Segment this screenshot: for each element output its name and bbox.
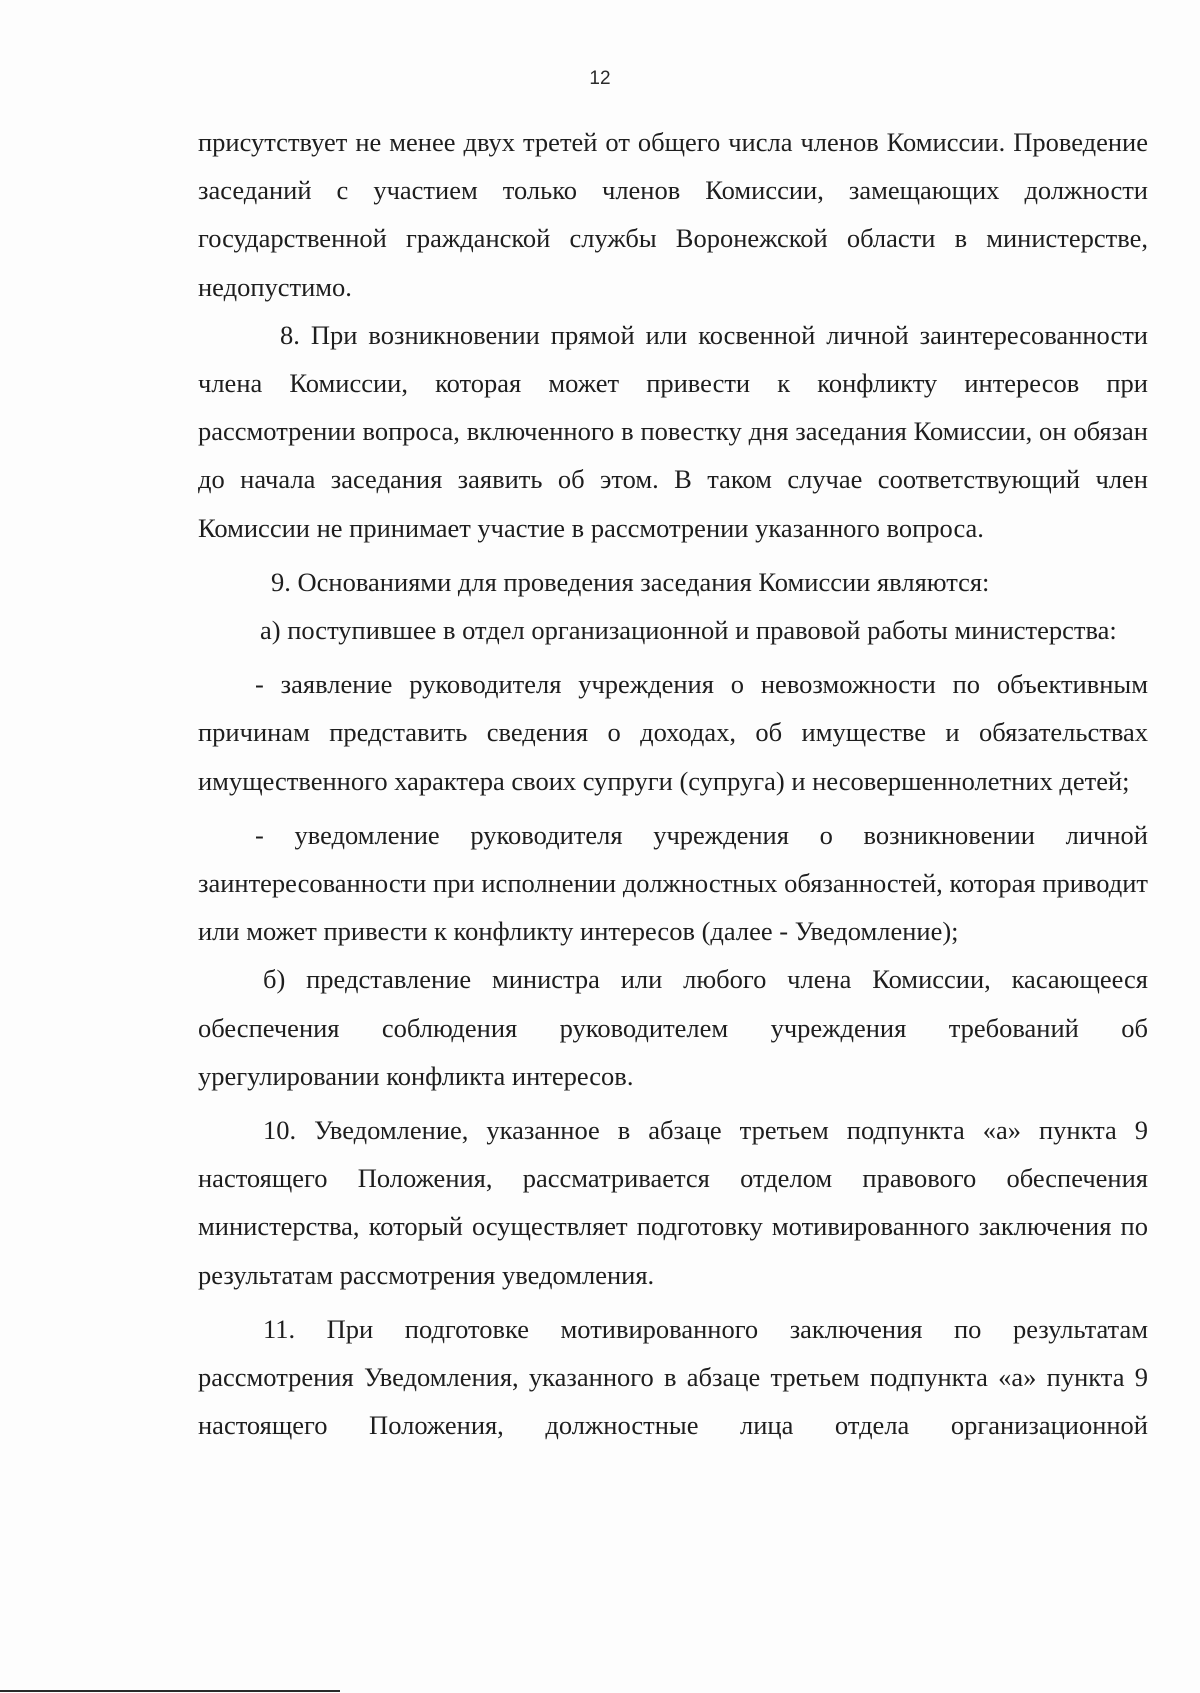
paragraph-subitem-b: б) представление министра или любого члена Комиссии, касающееся обеспечения соблюдения руководителем учреждения требований об урегулировании конфликта интересов. [198, 964, 1148, 1091]
paragraph-subitem-a: а) поступившее в отдел организационной и правовой работы министерства: [260, 615, 1117, 646]
page-number: 12 [589, 68, 611, 89]
document-body [198, 118, 1148, 1449]
paragraph-dash-notification: - уведомление руководителя учреждения о возникновении личной заинтересованности при исполнении должностных обязанностей, которая приводит или может привести к конфликту интересов (далее - Уведомление); [198, 819, 1148, 947]
paragraph-item-9: 9. Основаниями для проведения заседания Комиссии являются: [271, 566, 990, 597]
bottom-rule [0, 1690, 340, 1692]
paragraph-item-10: 10. Уведомление, указанное в абзаце третьем подпункта «а» пункта 9 настоящего Положения, рассматривается отделом правового обеспечения министерства, который осуществляет подготовку мотивированного заключения по результатам рассмотрения уведомления. [198, 1115, 1148, 1290]
paragraph-item-8: 8. При возникновении прямой или косвенной личной заинтересованности члена Комиссии, которая может привести к конфликту интересов при рассмотрении вопроса, включенного в повестку дня заседания Комиссии, он обязан до начала заседания заявить об этом. В таком случае соответствующий член Комиссии не принимает участие в рассмотрении указанного вопроса. [198, 319, 1148, 543]
paragraph-item-11: 11. При подготовке мотивированного заключения по результатам рассмотрения Уведомления, указанного в абзаце третьем подпункта «а» пункта 9 настоящего Положения, должностные лица отдела организационной [198, 1313, 1148, 1441]
paragraph-quorum: присутствует не менее двух третей от общего числа членов Комиссии. Проведение заседаний с участием только членов Комиссии, замещающих должности государственной гражданской службы Воронежской области в министерстве, недопустимо. [198, 127, 1148, 302]
paragraph-dash-statement: - заявление руководителя учреждения о невозможности по объективным причинам представить сведения о доходах, об имуществе и обязательствах имущественного характера своих супруги (супруга) и несовершеннолетних детей; [198, 669, 1148, 796]
